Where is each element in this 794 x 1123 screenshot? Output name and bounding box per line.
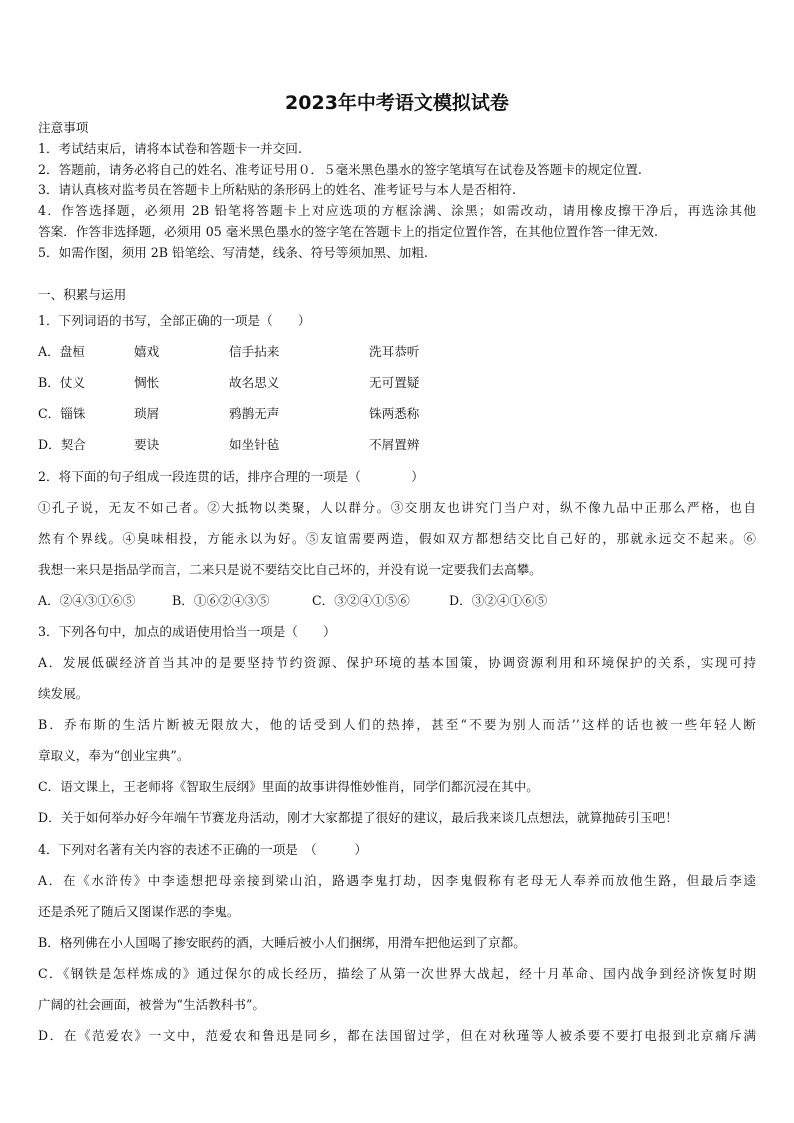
notice-heading: 注意事项 — [38, 120, 89, 135]
question-4-stem: 4．下列对名著有关内容的表述不正确的一项是 （ ） — [38, 842, 368, 857]
notice-item: 3．请认真核对监考员在答题卡上所粘贴的条形码上的姓名、准考证号与本人是否相符. — [38, 182, 516, 197]
question-1-option-d — [38, 437, 419, 453]
option-word: 惆怅 — [134, 375, 160, 390]
option-word: 如坐针毡 — [229, 437, 280, 452]
question-3-option-b-cont: 章取义，奉为“创业宝典”。 — [38, 748, 190, 763]
question-2-text: ①孔子说，无友不如己者。②大抵物以类聚，人以群分。③交朋友也讲究门当户对，纵不像九品中正那么严格，也自 — [38, 500, 756, 515]
question-3-stem: 3．下列各句中，加点的成语使用恰当一项是（ ） — [38, 624, 336, 639]
option-word: 无可置疑 — [369, 375, 420, 390]
option-word: D．契合 — [38, 437, 86, 452]
option-word: 信手拈来 — [229, 344, 280, 359]
option-a: A．②④③①⑥⑤ — [38, 593, 136, 608]
notice-item: 1．考试结束后，请将本试卷和答题卡一并交回. — [38, 141, 302, 156]
page-title: 2023年中考语文模拟试卷 — [285, 92, 509, 114]
question-3-option-b: B．乔布斯的生活片断被无限放大，他的话受到人们的热捧，甚至“不要为别人而活’’这样的话也被一些年轻人断 — [38, 717, 756, 732]
question-4-option-c: C．《钢铁是怎样炼成的》通过保尔的成长经历，描绘了从第一次世界大战起，经十月革命、国内战争到经济恢复时期 — [38, 966, 756, 981]
option-word: 铢两悉称 — [369, 406, 420, 421]
option-word: B．仗义 — [38, 375, 86, 390]
option-b: B．①⑥②④③⑤ — [172, 593, 270, 608]
question-4-option-d: D．在《范爱农》一文中，范爱农和鲁迅是同乡，都在法国留过学，但在对秋瑾等人被杀要不要打电报到北京痛斥满 — [38, 1028, 756, 1043]
question-2-stem: 2．将下面的句子组成一段连贯的话，排序合理的一项是（ ） — [38, 469, 424, 484]
notice-item: 答案．作答非选择题，必须用 05 毫米黑色墨水的签字笔在答题卡上的指定位置作答，在其他位置作答一律无效. — [38, 224, 658, 239]
question-4-option-b: B．格列佛在小人国喝了掺安眠药的酒，大睡后被小人们捆绑，用滑车把他运到了京都。 — [38, 935, 526, 950]
question-1-option-b — [38, 375, 419, 391]
question-3-option-a-cont: 续发展。 — [38, 686, 89, 701]
option-word: 故名思义 — [229, 375, 280, 390]
section-heading: 一、积累与运用 — [38, 287, 127, 302]
option-word: 要诀 — [134, 437, 160, 452]
option-word: 不屑置辨 — [369, 437, 420, 452]
question-4-option-a: A．在《水浒传》中李逵想把母亲接到梁山泊，路遇李鬼打劫，因李鬼假称有老母无人奉养而放他生路，但最后李逵 — [38, 873, 756, 888]
question-3-option-c: C．语文课上，王老师将《智取生辰纲》里面的故事讲得惟妙惟肖，同学们都沉浸在其中。 — [38, 779, 539, 794]
question-2-text: 然有个界线。④臭味相投，方能永以为好。⑤友谊需要两造，假如双方都想结交比自己好的，那就永远交不起来。⑥ — [38, 531, 756, 546]
option-word: C．锱铢 — [38, 406, 86, 421]
option-word: 琐屑 — [134, 406, 160, 421]
question-2-text: 我想一来只是指品学而言，二来只是说不要结交比自己坏的，并没有说一定要我们去高攀。 — [38, 562, 542, 577]
question-3-option-a: A．发展低碳经济首当其冲的是要坚持节约资源、保护环境的基本国策，协调资源利用和环境保护的关系，实现可持 — [38, 655, 756, 670]
option-c: C．③②④①⑤⑥ — [312, 593, 410, 608]
notice-item: 4．作答选择题，必须用 2B 铅笔将答题卡上对应选项的方框涂满、涂黑；如需改动，请用橡皮擦干净后，再选涂其他 — [38, 203, 756, 218]
question-2-options — [38, 593, 547, 609]
notice-item: 2．答题前，请务必将自己的姓名、准考证号用０．５毫米黑色墨水的签字笔填写在试卷及答题卡的规定位置. — [38, 162, 642, 177]
question-4-option-a-cont: 还是杀死了随后又图谋作恶的李鬼。 — [38, 904, 240, 919]
option-d: D．③②④①⑥⑤ — [449, 593, 548, 608]
notice-item: 5．如需作图，须用 2B 铅笔绘、写清楚，线条、符号等须加黑、加粗. — [38, 245, 428, 260]
option-word: A．盘桓 — [38, 344, 85, 359]
question-1-option-c — [38, 406, 419, 422]
question-4-option-c-cont: 广阔的社会画面，被誉为“生活教科书”。 — [38, 997, 265, 1012]
question-1-option-a — [38, 344, 419, 360]
option-word: 嬉戏 — [134, 344, 160, 359]
option-word: 鸦鹊无声 — [229, 406, 280, 421]
question-3-option-d: D．关于如何举办好今年端午节赛龙舟活动，刚才大家都提了很好的建议，最后我来谈几点想法，就算抛砖引玉吧！ — [38, 810, 678, 825]
question-1-stem: 1．下列词语的书写，全部正确的一项是（ ） — [38, 313, 311, 328]
option-word: 洗耳恭听 — [369, 344, 420, 359]
